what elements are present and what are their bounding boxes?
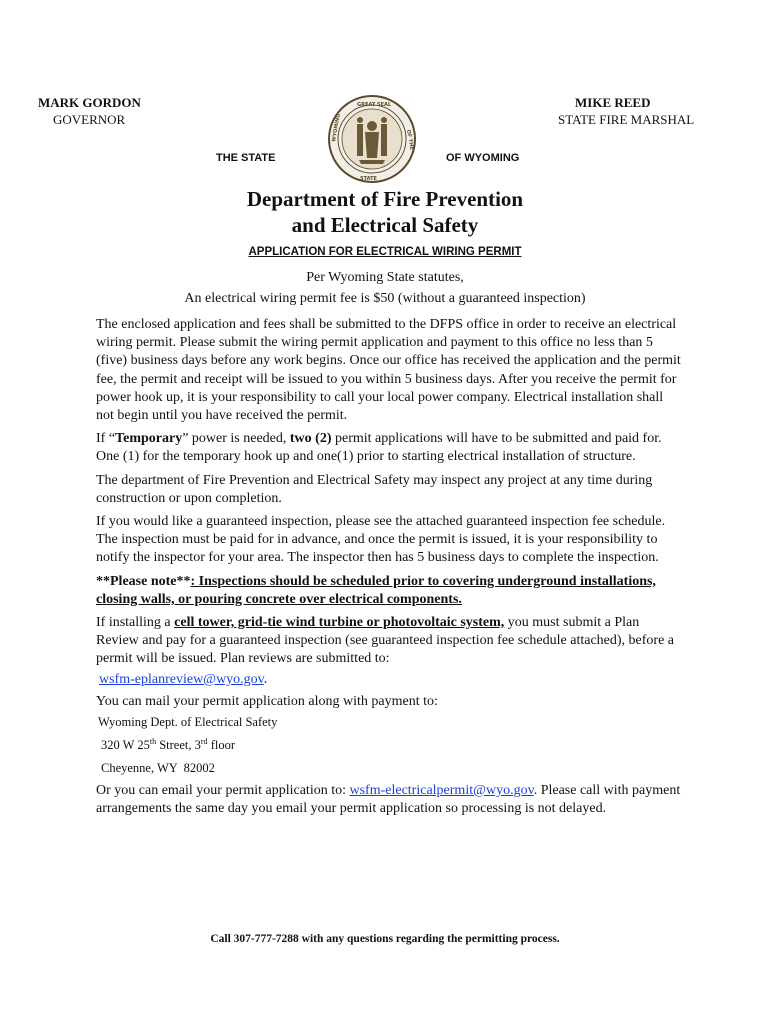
addr2-sup-rd: rd xyxy=(200,736,208,746)
temporary-bold: Temporary xyxy=(115,431,183,447)
address-line-2 xyxy=(96,736,681,754)
please-note-label: **Please note** xyxy=(96,573,191,589)
address-line-3: Cheyenne, WY 82002 xyxy=(101,761,215,776)
permit-fee-line: An electrical wiring permit fee is $50 (without a guaranteed inspection) xyxy=(184,291,586,306)
paragraph-temporary xyxy=(96,430,681,466)
plan-systems: cell tower, grid-tie wind turbine or photovoltaic system, xyxy=(174,615,505,631)
paragraph-plan-review xyxy=(96,614,681,669)
email-a: Or you can email your permit application to: xyxy=(96,783,350,799)
plan-email-end: . xyxy=(263,671,268,687)
addr2-sup-th: th xyxy=(149,736,157,746)
address-line-1: Wyoming Dept. of Electrical Safety xyxy=(98,715,278,730)
paragraph-please-note xyxy=(96,573,681,609)
please-note-text: : Inspections should be scheduled prior to covering underground installations, closing walls, or pouring concrete over electrical components. xyxy=(96,573,656,607)
paragraph-mail: You can mail your permit application along with payment to: xyxy=(96,693,438,709)
paragraph-guaranteed: If you would like a guaranteed inspection, please see the attached guaranteed inspection fee schedule. The inspection must be paid for in advance, and once the permit is issued, it is your responsibility to notify the inspector for your area. The inspector then has 5 business days to complete the inspection. xyxy=(96,514,666,566)
paragraph-submission: The enclosed application and fees shall be submitted to the DFPS office in order to receive an electrical wiring permit. Please submit the wiring permit application and payment to this office no less than 5 (five) business days before any work begins. Once our office has received the application and the permit fee, the permit and receipt will be issued to you within 5 business days. After you receive the permit for power hook up, it is your responsibility to call your local power company. Electrical installation shall not begin until you have received the permit. xyxy=(96,317,681,424)
temp-e: permit applications will have to be submitted and paid for. One (1) for the temporary hook up and one(1) prior to starting electrical installation of structure. xyxy=(96,431,662,465)
of-wyoming-label: OF WYOMING xyxy=(446,152,520,164)
svg-text:WYOMING: WYOMING xyxy=(331,113,342,143)
electrical-permit-email-link[interactable]: wsfm-electricalpermit@wyo.gov xyxy=(349,783,534,799)
svg-text:STATE: STATE xyxy=(360,176,377,182)
the-state-label: THE STATE xyxy=(216,152,276,164)
two-bold: two (2) xyxy=(289,431,332,447)
temp-c: ” power is needed, xyxy=(182,431,290,447)
addr2-a: 320 W 25 xyxy=(101,738,150,753)
fire-marshal-title: STATE FIRE MARSHAL xyxy=(558,112,695,127)
addr2-c: floor xyxy=(207,738,235,753)
paragraph-plan-email xyxy=(96,671,681,689)
fire-marshal-name: MIKE REED xyxy=(575,95,651,110)
governor-name: MARK GORDON xyxy=(38,95,141,110)
application-title: APPLICATION FOR ELECTRICAL WIRING PERMIT xyxy=(248,246,522,258)
department-title xyxy=(0,186,770,238)
temp-a: If “ xyxy=(96,431,116,447)
email-b: . Please call with payment arrangements the same day you email your permit application so processing is not delayed. xyxy=(96,783,681,817)
plan-review-email-link[interactable]: wsfm-eplanreview@wyo.gov xyxy=(99,671,264,687)
plan-c: you must submit a Plan Review and pay for a guaranteed inspection (see guaranteed inspection fee schedule attached), before a permit will be issued. Plan reviews are submitted to: xyxy=(96,615,675,667)
department-title-line2: and Electrical Safety xyxy=(291,213,479,237)
svg-text:OF THE: OF THE xyxy=(405,129,415,151)
svg-text:GREAT SEAL: GREAT SEAL xyxy=(357,102,392,108)
governor-title: GOVERNOR xyxy=(53,112,126,127)
paragraph-email xyxy=(96,782,681,818)
addr2-b: Street, 3 xyxy=(156,738,201,753)
statutes-line: Per Wyoming State statutes, xyxy=(306,270,464,285)
wyoming-state-seal-icon xyxy=(327,94,417,184)
paragraph-inspect: The department of Fire Prevention and Electrical Safety may inspect any project at any time during construction or upon completion. xyxy=(96,472,653,506)
department-title-line1: Department of Fire Prevention xyxy=(246,187,524,211)
footer-contact: Call 307-777-7288 with any questions regarding the permitting process. xyxy=(210,933,560,945)
document-body xyxy=(96,316,681,823)
plan-a: If installing a xyxy=(96,615,175,631)
